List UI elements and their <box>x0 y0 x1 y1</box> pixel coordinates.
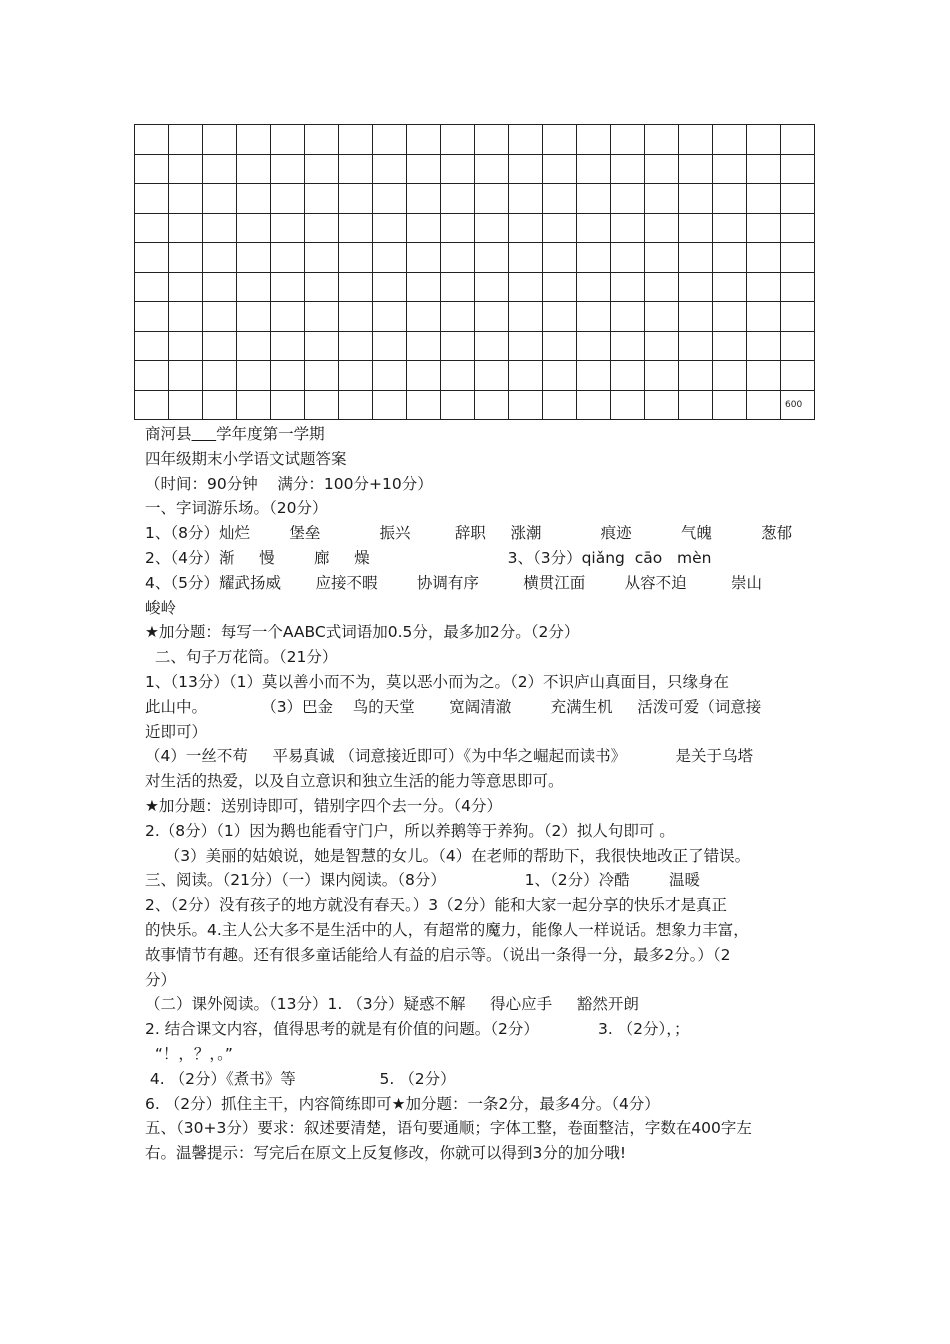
grid-cell <box>339 361 373 391</box>
grid-cell <box>135 184 169 214</box>
grid-cell <box>441 332 475 362</box>
text-line: 4. （2分）《煮书》等 5. （2分） <box>145 1069 456 1088</box>
grid-cell <box>577 302 611 332</box>
grid-cell <box>237 184 271 214</box>
grid-cell <box>475 273 509 303</box>
grid-cell <box>203 332 237 362</box>
grid-cell <box>407 125 441 155</box>
grid-cell <box>373 243 407 273</box>
grid-cell <box>135 391 169 421</box>
grid-cell <box>781 302 815 332</box>
grid-cell <box>373 391 407 421</box>
grid-cell <box>271 361 305 391</box>
grid-cell <box>305 243 339 273</box>
grid-cell <box>271 184 305 214</box>
grid-cell <box>713 184 747 214</box>
grid-cell <box>407 214 441 244</box>
grid-cell <box>645 125 679 155</box>
grid-cell <box>441 302 475 332</box>
text-line: 一、字词游乐场。（20分） <box>145 499 328 518</box>
grid-cell <box>781 155 815 185</box>
grid-cell <box>203 361 237 391</box>
grid-cell <box>373 214 407 244</box>
grid-cell <box>679 302 713 332</box>
grid-cell <box>203 243 237 273</box>
grid-cell <box>169 214 203 244</box>
grid-cell <box>169 361 203 391</box>
grid-count-mark: 600 <box>785 399 803 410</box>
grid-cell <box>305 361 339 391</box>
grid-cell <box>203 155 237 185</box>
grid-cell <box>543 214 577 244</box>
grid-cell <box>135 155 169 185</box>
grid-cell <box>305 125 339 155</box>
grid-cell <box>271 302 305 332</box>
answer-document <box>145 422 810 1166</box>
text-line: ★加分题：每写一个AABC式词语加0.5分，最多加2分。（2分） <box>145 623 580 642</box>
grid-cell <box>475 302 509 332</box>
grid-cell <box>509 332 543 362</box>
grid-cell <box>645 361 679 391</box>
grid-cell <box>441 243 475 273</box>
grid-cell <box>475 184 509 214</box>
text-line: 1、（13分）（1）莫以善小而不为，莫以恶小而为之。（2）不识庐山真面目，只缘身在 <box>145 672 730 691</box>
text-line: 2、（4分）渐 慢 廊 燥 3、（3分）qiǎng cāo mèn <box>145 548 712 567</box>
grid-cell <box>577 273 611 303</box>
grid-cell <box>577 243 611 273</box>
grid-cell <box>645 273 679 303</box>
text-line: 此山中。 （3）巴金 鸟的天堂 宽阔清澈 充满生机 活泼可爱（词意接 <box>145 697 762 716</box>
grid-cell <box>441 125 475 155</box>
grid-cell <box>407 155 441 185</box>
grid-cell <box>747 125 781 155</box>
grid-cell <box>441 361 475 391</box>
text-line: （3）美丽的姑娘说，她是智慧的女儿。（4）在老师的帮助下，我很快地改正了错误。 <box>145 846 751 865</box>
grid-cell <box>679 243 713 273</box>
grid-cell <box>237 125 271 155</box>
grid-cell <box>543 184 577 214</box>
grid-cell <box>679 332 713 362</box>
header-county: 商河县 <box>145 425 192 443</box>
grid-cell <box>679 391 713 421</box>
grid-cell <box>679 184 713 214</box>
grid-cell <box>543 332 577 362</box>
grid-cell <box>135 214 169 244</box>
grid-cell <box>305 214 339 244</box>
grid-cell <box>339 155 373 185</box>
grid-cell <box>203 273 237 303</box>
grid-cell <box>645 214 679 244</box>
grid-cell <box>203 214 237 244</box>
grid-cell <box>645 184 679 214</box>
text-line: 右。温馨提示：写完后在原文上反复修改，你就可以得到3分的加分哦! <box>145 1144 627 1163</box>
grid-cell <box>713 155 747 185</box>
grid-cell <box>271 332 305 362</box>
text-line: （时间：90分钟 满分：100分+10分） <box>145 474 433 493</box>
grid-cell <box>781 391 815 421</box>
grid-cell <box>679 155 713 185</box>
grid-cell <box>169 302 203 332</box>
grid-cell <box>339 302 373 332</box>
text-line: 三、阅读。（21分）（一）课内阅读。（8分） 1、（2分）冷酷 温暖 <box>145 871 701 890</box>
grid-cell <box>271 155 305 185</box>
grid-cell <box>407 273 441 303</box>
grid-cell <box>509 273 543 303</box>
grid-cell <box>169 332 203 362</box>
grid-cell <box>373 125 407 155</box>
text-line: 峻岭 <box>145 598 177 617</box>
text-line: 近即可） <box>145 722 208 741</box>
grid-cell <box>339 391 373 421</box>
grid-cell <box>339 214 373 244</box>
grid-cell <box>747 243 781 273</box>
grid-cell <box>441 273 475 303</box>
grid-cell <box>543 273 577 303</box>
grid-cell <box>407 332 441 362</box>
grid-cell <box>577 332 611 362</box>
grid-cell <box>509 361 543 391</box>
text-line: 故事情节有趣。还有很多童话能给人有益的启示等。（说出一条得一分，最多2分。）（2 <box>145 945 731 964</box>
grid-cell <box>543 302 577 332</box>
grid-cell <box>271 125 305 155</box>
text-line: ★加分题：送别诗即可，错别字四个去一分。（4分） <box>145 796 503 815</box>
grid-cell <box>169 273 203 303</box>
grid-cell <box>339 243 373 273</box>
grid-cell <box>781 184 815 214</box>
grid-cell <box>203 184 237 214</box>
grid-cell <box>475 361 509 391</box>
grid-cell <box>237 361 271 391</box>
grid-cell <box>611 391 645 421</box>
grid-cell <box>781 273 815 303</box>
grid-cell <box>713 332 747 362</box>
grid-cell <box>611 125 645 155</box>
grid-cell <box>475 125 509 155</box>
grid-cell <box>509 214 543 244</box>
composition-grid <box>134 124 815 420</box>
grid-cell <box>271 243 305 273</box>
grid-cell <box>747 302 781 332</box>
grid-cell <box>373 332 407 362</box>
grid-cell <box>747 214 781 244</box>
grid-cell <box>203 125 237 155</box>
grid-cell <box>271 273 305 303</box>
grid-cell <box>509 243 543 273</box>
grid-cell <box>713 243 747 273</box>
grid-cell <box>305 184 339 214</box>
text-line: 2、（2分）没有孩子的地方就没有春天。）3（2分）能和大家一起分享的快乐才是真正 <box>145 896 727 915</box>
grid-cell <box>611 184 645 214</box>
grid-cell <box>237 391 271 421</box>
grid-cell <box>611 273 645 303</box>
grid-cell <box>747 273 781 303</box>
grid-cell <box>543 391 577 421</box>
grid-cell <box>339 125 373 155</box>
grid-cell <box>305 332 339 362</box>
grid-cell <box>475 332 509 362</box>
grid-cell <box>169 125 203 155</box>
grid-cell <box>339 273 373 303</box>
grid-cell <box>407 302 441 332</box>
grid-cell <box>645 243 679 273</box>
header-rest: 学年度第一学期 <box>216 425 325 443</box>
grid-cell <box>713 302 747 332</box>
grid-cell <box>407 361 441 391</box>
grid-cell <box>509 302 543 332</box>
text-line: 二、句子万花筒。（21分） <box>145 648 338 667</box>
grid-cell <box>679 214 713 244</box>
text-line: 1、（8分）灿烂 堡垒 振兴 辞职 涨潮 痕迹 气魄 葱郁 <box>145 524 793 543</box>
grid-cell <box>679 125 713 155</box>
grid-cell <box>747 332 781 362</box>
grid-cell <box>339 332 373 362</box>
grid-cell <box>135 273 169 303</box>
grid-cell <box>169 155 203 185</box>
text-line: 2.（8分）（1）因为鹅也能看守门户，所以养鹅等于养狗。（2）拟人句即可 。 <box>145 821 675 840</box>
grid-cell <box>611 214 645 244</box>
grid-cell <box>135 302 169 332</box>
grid-cell <box>713 214 747 244</box>
text-line: 2. 结合课文内容，值得思考的就是有价值的问题。（2分） 3. （2分），； <box>145 1020 690 1039</box>
grid-cell <box>305 391 339 421</box>
grid-cell <box>373 155 407 185</box>
text-line: 五、（30+3分）要求：叙述要清楚，语句要通顺；字体工整，卷面整洁，字数在400字左 <box>145 1119 752 1138</box>
grid-cell <box>577 125 611 155</box>
text-line: （二）课外阅读。（13分）1. （3分）疑惑不解 得心应手 豁然开朗 <box>145 995 639 1014</box>
grid-cell <box>305 302 339 332</box>
grid-cell <box>135 125 169 155</box>
text-line: 四年级期末小学语文试题答案 <box>145 449 347 468</box>
grid-cell <box>781 214 815 244</box>
grid-cell <box>135 243 169 273</box>
text-line: （4）一丝不苟 平易真诚 （词意接近即可）《为中华之崛起而读书》 是关于乌塔 <box>145 747 753 766</box>
text-line: 的快乐。4.主人公大多不是生活中的人，有超常的魔力，能像人一样说话。想象力丰富， <box>145 920 749 939</box>
grid-cell <box>407 391 441 421</box>
grid-cell <box>747 391 781 421</box>
grid-cell <box>237 155 271 185</box>
grid-cell <box>543 155 577 185</box>
grid-cell <box>645 302 679 332</box>
grid-cell <box>475 243 509 273</box>
grid-cell <box>577 214 611 244</box>
grid-cell <box>475 214 509 244</box>
grid-cell <box>747 184 781 214</box>
grid-cell <box>373 302 407 332</box>
grid-cell <box>373 361 407 391</box>
grid-cell <box>577 391 611 421</box>
grid-cell <box>373 184 407 214</box>
grid-cell <box>203 302 237 332</box>
grid-cell <box>441 391 475 421</box>
grid-cell <box>373 273 407 303</box>
grid-cell <box>509 155 543 185</box>
grid-cell <box>577 361 611 391</box>
grid-cell <box>441 184 475 214</box>
text-line: “！，？，。” <box>145 1044 233 1063</box>
grid-cell <box>543 361 577 391</box>
grid-cell <box>645 155 679 185</box>
grid-cell <box>271 391 305 421</box>
grid-cell <box>645 332 679 362</box>
grid-cell <box>679 273 713 303</box>
grid-cell <box>781 243 815 273</box>
answer-lines <box>145 447 810 1166</box>
grid-cell <box>305 273 339 303</box>
grid-cell <box>271 214 305 244</box>
grid-cell <box>713 391 747 421</box>
header-line <box>145 422 810 447</box>
grid-cell <box>713 125 747 155</box>
grid-cell <box>169 184 203 214</box>
grid-cell <box>475 155 509 185</box>
grid-cell <box>713 361 747 391</box>
grid-cell <box>339 184 373 214</box>
grid-cell <box>169 391 203 421</box>
grid-cell <box>407 243 441 273</box>
grid-cell <box>169 243 203 273</box>
text-line: 对生活的热爱，以及自立意识和独立生活的能力等意思即可。 <box>145 772 564 791</box>
text-line: 4、（5分）耀武扬威 应接不暇 协调有序 横贯江面 从容不迫 崇山 <box>145 573 762 592</box>
grid-cell <box>611 361 645 391</box>
grid-cell <box>509 184 543 214</box>
text-line: 分） <box>145 970 177 989</box>
grid-cell <box>305 155 339 185</box>
grid-cell <box>407 184 441 214</box>
grid-cell <box>645 391 679 421</box>
grid-cell <box>543 243 577 273</box>
grid-cell <box>135 361 169 391</box>
grid-cell <box>135 332 169 362</box>
header-blank <box>192 425 217 443</box>
grid-cell <box>611 243 645 273</box>
grid-cell <box>237 332 271 362</box>
grid-cell <box>611 332 645 362</box>
grid-cell <box>237 214 271 244</box>
grid-cell <box>441 155 475 185</box>
grid-cell <box>509 391 543 421</box>
grid-cell <box>611 155 645 185</box>
grid-cell <box>237 302 271 332</box>
grid-cell <box>543 125 577 155</box>
grid-cell <box>781 332 815 362</box>
grid-cell <box>713 273 747 303</box>
grid-cell <box>781 361 815 391</box>
grid-cell <box>475 391 509 421</box>
grid-cell <box>203 391 237 421</box>
grid-cell <box>509 125 543 155</box>
grid-cell <box>237 243 271 273</box>
grid-cell <box>577 184 611 214</box>
grid-cell <box>679 361 713 391</box>
grid-cell <box>441 214 475 244</box>
grid-cell <box>611 302 645 332</box>
text-line: 6. （2分）抓住主干，内容简练即可★加分题：一条2分，最多4分。（4分） <box>145 1094 660 1113</box>
grid-cell <box>577 155 611 185</box>
grid-cell <box>747 155 781 185</box>
grid-cell <box>781 125 815 155</box>
grid-cell <box>237 273 271 303</box>
grid-cell <box>747 361 781 391</box>
